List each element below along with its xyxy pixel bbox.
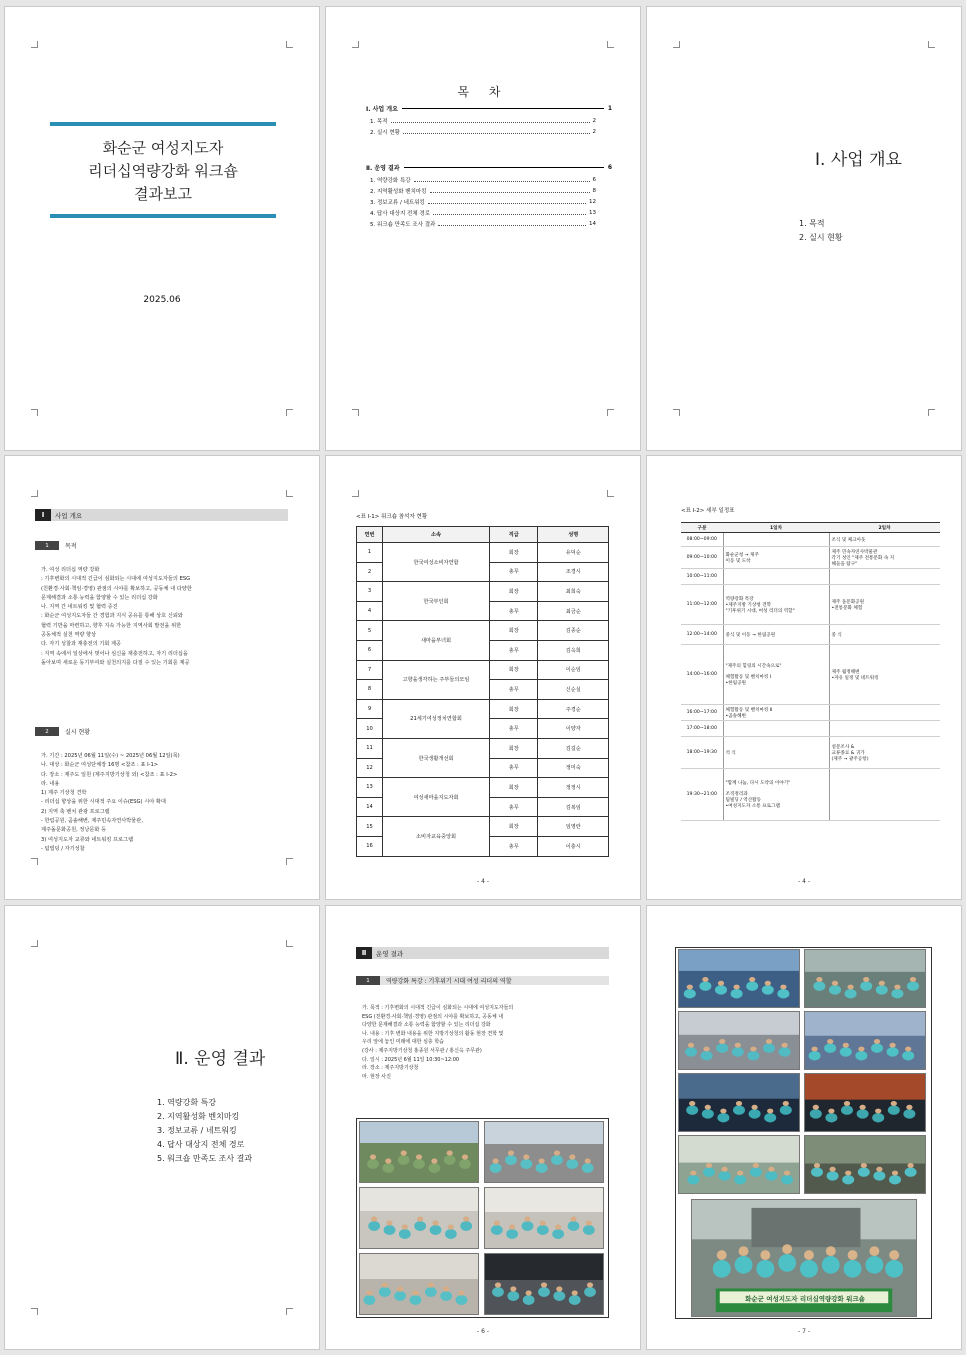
table-row	[357, 738, 609, 758]
cell-number: 12	[357, 758, 383, 778]
toc-leader	[433, 212, 586, 215]
photo	[359, 1253, 479, 1315]
results-text	[362, 1004, 608, 1081]
crop-mark	[286, 41, 293, 48]
cell-number: 5	[357, 621, 383, 641]
toc-leader	[403, 131, 590, 134]
cell-position: 총무	[490, 797, 538, 817]
cell-position: 회장	[490, 621, 538, 641]
section-item: 4. 답사 대상지 전체 경로	[157, 1140, 245, 1149]
banner-text: 화순군 여성지도자 리더십역량강화 워크숍	[745, 1295, 865, 1303]
cell-name: 신순실	[538, 680, 609, 700]
cell-name: 이충시	[538, 836, 609, 856]
subsection-title: 실시 현황	[65, 729, 91, 736]
body-line: 가. 목적 : 기후변화의 시대적 긴급이 심화되는 시대에 여성지도자들의	[362, 1005, 514, 1011]
cell-position: 회장	[490, 699, 538, 719]
page-results	[325, 905, 641, 1350]
cell-number: 14	[357, 797, 383, 817]
cell-number: 9	[357, 699, 383, 719]
body-line: 가. 여성 리더십 역량 강화	[41, 567, 100, 573]
cell-time: 09:00~10:00	[681, 547, 723, 569]
cell-day1	[723, 569, 829, 585]
toc-item[interactable]	[370, 198, 596, 206]
page-number: - 4 -	[477, 878, 489, 885]
table-header-row	[357, 527, 609, 543]
crop-mark	[607, 409, 614, 416]
page-toc	[325, 6, 641, 451]
cell-organization: 한국여성소비자연합	[383, 543, 490, 582]
toc-item-page: 6	[592, 177, 596, 183]
subsection-title: 역량강화 특강 : 기후위기 시대 여성 리더의 역할	[386, 978, 512, 985]
cell-position: 회장	[490, 660, 538, 680]
toc-item[interactable]	[370, 117, 596, 125]
table-row	[681, 585, 940, 625]
toc-item-page: 12	[589, 199, 596, 205]
cell-number: 6	[357, 640, 383, 660]
photo	[484, 1187, 604, 1249]
crop-mark	[31, 409, 38, 416]
toc-title: 목 차	[457, 85, 509, 99]
cell-name: 조경시	[538, 562, 609, 582]
crop-mark	[286, 490, 293, 497]
crop-mark	[31, 858, 38, 865]
cell-position: 회장	[490, 582, 538, 602]
cell-position: 총무	[490, 719, 538, 739]
cell-organization: 여성새마을지도자회	[383, 778, 490, 817]
subsection-number: 1	[35, 541, 59, 550]
toc-rule	[404, 167, 604, 168]
cell-name: 이양자	[538, 719, 609, 739]
cell-time: 14:00~16:00	[681, 645, 723, 705]
toc-item[interactable]	[370, 176, 596, 184]
toc-leader	[430, 190, 590, 193]
section-item: 1. 목적	[799, 219, 825, 228]
body-line: 나. 대상 : 화순군 여성단체장 16명 <참조 : 표 Ⅰ-1>	[41, 762, 159, 769]
section-item: 2. 지역활성화 벤치마킹	[157, 1112, 240, 1121]
body-line: : 화순군 여성지도자들 간 경험과 지식 공유를 통해 상호 신뢰와	[41, 613, 183, 620]
cell-day2	[829, 705, 940, 721]
body-line: 공동체적 실천 역량 향상	[41, 632, 97, 639]
toc-leader	[438, 223, 586, 226]
body-line: - 리더십 향상을 위한 시대적 주요 이슈(ESG) 시야 확대	[41, 799, 166, 806]
purpose-text	[41, 566, 287, 668]
chapter-header	[35, 509, 288, 521]
cell-time: 18:00~19:30	[681, 737, 723, 769]
toc-item-page: 14	[589, 221, 596, 227]
section-title: Ⅰ. 사업 개요	[815, 150, 902, 170]
cell-position: 회장	[490, 738, 538, 758]
toc-rule	[402, 108, 604, 109]
crop-mark	[928, 409, 935, 416]
table-row	[357, 543, 609, 563]
cell-position: 회장	[490, 817, 538, 837]
table-row	[681, 533, 940, 547]
body-line: 돌아보며 새로운 동기부여와 실천의지를 다질 수 있는 기회를 제공	[41, 659, 190, 666]
cell-name: 정미숙	[538, 758, 609, 778]
section-item: 3. 정보교류 / 네트워킹	[157, 1126, 237, 1135]
toc-leader	[428, 201, 586, 204]
cell-day1: 체험활동 및 벤치마킹 Ⅱ •곰솔해변	[723, 705, 829, 721]
photo	[678, 949, 800, 1008]
table-row	[681, 737, 940, 769]
cell-number: 1	[357, 543, 383, 563]
schedule-table-body	[681, 533, 940, 821]
page-section-2	[4, 905, 320, 1350]
body-line: ESG (친환경·사회·책임·경영) 관점의 시야를 확보하고, 공동체 내	[362, 1013, 504, 1020]
page-schedule-table	[646, 455, 962, 900]
cell-name: 정정시	[538, 778, 609, 798]
toc-item-label: 1. 목적	[370, 119, 388, 125]
subsection-number: 1	[356, 976, 380, 985]
column-header: 소속	[383, 527, 490, 543]
cell-day2: 조식 및 체크아웃	[829, 533, 940, 547]
photo	[678, 1135, 800, 1194]
body-line: : 기후변화의 시대적 긴급이 심화되는 시대에 여성지도자들의 ESG	[41, 576, 191, 583]
attendee-table	[356, 526, 609, 857]
table-row	[357, 621, 609, 641]
status-text	[41, 752, 287, 854]
cell-name: 최금순	[538, 601, 609, 621]
toc-item-label: 1. 역량강화 특강	[370, 178, 411, 184]
section-title: Ⅱ. 운영 결과	[175, 1049, 266, 1069]
page-attendee-table	[325, 455, 641, 900]
crop-mark	[352, 41, 359, 48]
body-line: 3) 여성지도자 교류와 네트워킹 프로그램	[41, 836, 134, 843]
cover-top-bar	[50, 122, 276, 126]
toc-item-label: 3. 정보교류 / 네트워킹	[370, 200, 425, 206]
table-row	[681, 547, 940, 569]
body-line: 다. 일시 : 2025년 6월 11일 10:30~12:00	[362, 1056, 460, 1063]
body-line: 나. 지역 간 네트워킹 및 협력 증진	[41, 604, 118, 611]
page-number: - 6 -	[477, 1328, 489, 1335]
cell-position: 회장	[490, 778, 538, 798]
toc-item-page: 2	[592, 118, 596, 124]
cell-day2: 제주 민속자연사박물관 각기 성인 "제주 전통문화 속 지 혜들을 탐구"	[829, 547, 940, 569]
table-caption: <표 Ⅰ-2> 세부 일정표	[681, 508, 735, 514]
subsection-header	[35, 727, 90, 736]
cell-day1: 화순군청 → 제주 이동 및 도착	[723, 547, 829, 569]
cell-number: 2	[357, 562, 383, 582]
cell-day2: 설문조사 & 교류종료 & 귀가 (제주 → 광주공항)	[829, 737, 940, 769]
crop-mark	[31, 940, 38, 947]
chapter-number: Ⅱ	[356, 947, 372, 959]
body-line: 협력 기반을 마련하고, 향후 지속 가능한 지역사회 발전을 위한	[41, 622, 182, 629]
body-line: 2) 지역 축 벤치 관광 프로그램	[41, 808, 110, 815]
cell-name: 김길순	[538, 738, 609, 758]
body-line: 1) 제주 기상청 견학	[41, 790, 87, 797]
cell-name: 김복임	[538, 797, 609, 817]
table-row	[681, 721, 940, 737]
photo	[804, 949, 926, 1008]
photo	[678, 1073, 800, 1132]
cell-position: 회장	[490, 543, 538, 563]
table-row	[357, 660, 609, 680]
photo	[359, 1121, 479, 1183]
table-header-row	[681, 523, 940, 533]
subsection-number: 2	[35, 727, 59, 736]
cover-title-line: 화순군 여성지도자	[102, 139, 224, 157]
cell-time: 12:00~14:00	[681, 625, 723, 645]
cell-number: 15	[357, 817, 383, 837]
cell-organization: 한국생활개선회	[383, 738, 490, 777]
cell-name: 김종순	[538, 621, 609, 641]
toc-item-label: 5. 워크숍 만족도 조사 결과	[370, 222, 436, 228]
toc-item-page: 8	[592, 188, 596, 194]
toc-section[interactable]	[366, 163, 612, 172]
cell-day2: 제주 돌문화공원 •전통문화 체험	[829, 585, 940, 625]
cover-date: 2025.06	[143, 295, 181, 305]
group-photo	[691, 1199, 917, 1317]
body-line: 마. 현장 사진	[362, 1073, 391, 1080]
schedule-table	[681, 522, 940, 821]
table-caption: <표 Ⅰ-1> 워크숍 참석자 현황	[356, 514, 428, 520]
cell-day1: "함께 나눔, 다시 도약의 이야기" 조직정리과 팀빌딩 / 역산활동 •여성지도자 소통 프로그램	[723, 769, 829, 821]
photo	[804, 1135, 926, 1194]
toc-item-page: 13	[589, 210, 596, 216]
column-header: 직급	[490, 527, 538, 543]
section-item-list	[157, 1096, 252, 1166]
cell-name: 주경순	[538, 699, 609, 719]
crop-mark	[31, 1308, 38, 1315]
cell-day1: 중식 및 이동 → 한림공원	[723, 625, 829, 645]
body-line: - 한림공원, 곰솔해변, 제주민속자연사박물관,	[41, 818, 143, 825]
chapter-title: 운영 결과	[376, 949, 404, 958]
crop-mark	[31, 490, 38, 497]
cover-title-line: 결과보고	[134, 185, 192, 203]
crop-mark	[928, 41, 935, 48]
cell-position: 총무	[490, 562, 538, 582]
cell-day1: 석 식	[723, 737, 829, 769]
page-gallery	[646, 905, 962, 1350]
toc-item[interactable]	[370, 220, 596, 228]
body-line: 문제해결과 소통 능력을 함양할 수 있는 리더십 강화	[41, 594, 158, 601]
cell-number: 8	[357, 680, 383, 700]
toc-section-page: 1	[607, 105, 612, 112]
cell-number: 7	[357, 660, 383, 680]
toc-item-label: 2. 실시 현황	[370, 130, 400, 136]
table-row	[681, 625, 940, 645]
body-line: 다. 자기 성찰과 재충전의 기회 제공	[41, 641, 122, 648]
chapter-number: Ⅰ	[35, 509, 51, 521]
toc-item[interactable]	[370, 187, 596, 195]
toc-item[interactable]	[370, 209, 596, 217]
body-line: - 팀빌딩 / 자기성찰	[41, 845, 85, 852]
cell-time: 10:00~11:00	[681, 569, 723, 585]
page-number: - 7 -	[798, 1328, 810, 1335]
cell-number: 3	[357, 582, 383, 602]
crop-mark	[352, 409, 359, 416]
toc-section[interactable]	[366, 104, 612, 113]
page-section-1	[646, 6, 962, 451]
toc-item-label: 4. 답사 대상지 전체 경로	[370, 211, 431, 217]
cell-number: 4	[357, 601, 383, 621]
section-item: 2. 실시 현황	[799, 233, 843, 242]
photo	[484, 1121, 604, 1183]
cell-position: 총무	[490, 758, 538, 778]
cell-organization: 21세기여성정치연합회	[383, 699, 490, 738]
cell-time: 16:00~17:00	[681, 705, 723, 721]
cell-number: 13	[357, 778, 383, 798]
photo	[804, 1011, 926, 1070]
body-line: 우리 앞에 놓인 미래에 대한 심층 학습	[362, 1039, 444, 1046]
crop-mark	[607, 41, 614, 48]
crop-mark	[286, 940, 293, 947]
column-header: 연번	[357, 527, 383, 543]
cell-name: 김옥희	[538, 640, 609, 660]
cell-organization: 소비자교육중앙회	[383, 817, 490, 856]
cell-position: 총무	[490, 601, 538, 621]
table-row	[357, 582, 609, 602]
column-header: 구분	[681, 523, 723, 533]
subsection-header	[356, 976, 609, 985]
cell-number: 10	[357, 719, 383, 739]
photo	[359, 1187, 479, 1249]
cell-day2	[829, 569, 940, 585]
crop-mark	[673, 41, 680, 48]
cell-organization: 고향을생각하는 주부들의모임	[383, 660, 490, 699]
cell-day2	[829, 769, 940, 821]
cell-day2: 제주 월정해변 •자유 일정 및 네트워킹	[829, 645, 940, 705]
cell-time: 19:30~21:00	[681, 769, 723, 821]
table-row	[681, 705, 940, 721]
cover-title	[50, 137, 276, 206]
table-row	[357, 817, 609, 837]
cell-organization: 새마을부녀회	[383, 621, 490, 660]
section-item: 5. 워크숍 만족도 조사 결과	[157, 1154, 253, 1163]
table-row	[357, 699, 609, 719]
column-header: 2일차	[829, 523, 940, 533]
toc-section-label: Ⅰ. 사업 개요	[366, 106, 398, 113]
toc-item-page: 2	[592, 129, 596, 135]
body-line: : 지역 속에서 일상에서 벗어나 심신을 재충전하고, 자기 리더십을	[41, 650, 188, 657]
cell-time: 17:00~18:00	[681, 721, 723, 737]
cell-day1: "제주의 힐링의 시간속으로" 체험활동 및 벤치마킹 Ⅰ •한림공원	[723, 645, 829, 705]
column-header: 성명	[538, 527, 609, 543]
cell-number: 16	[357, 836, 383, 856]
toc-section-label: Ⅱ. 운영 결과	[366, 165, 400, 172]
page-cover	[4, 6, 320, 451]
crop-mark	[286, 858, 293, 865]
cell-name: 임영란	[538, 817, 609, 837]
photo	[678, 1011, 800, 1070]
photo	[804, 1073, 926, 1132]
cell-number: 11	[357, 738, 383, 758]
cell-position: 총무	[490, 680, 538, 700]
body-line: 나. 내용 : 기후 변화 내용을 위한 지방기상청의 활동 현장 견학 및	[362, 1030, 504, 1037]
cell-position: 총무	[490, 640, 538, 660]
cover-title-line: 리더십역량강화 워크숍	[88, 162, 238, 180]
crop-mark	[286, 1308, 293, 1315]
toc-leader	[391, 120, 590, 123]
section-item-list	[799, 217, 843, 245]
toc-leader	[414, 179, 590, 182]
page-number: - 4 -	[798, 878, 810, 885]
toc-section-page: 6	[607, 164, 612, 171]
cell-name: 최희숙	[538, 582, 609, 602]
page-overview	[4, 455, 320, 900]
cell-time: 08:00~09:00	[681, 533, 723, 547]
body-line: 가. 기간 : 2025년 06월 11일(수) ~ 2025년 06월 12일(목)	[41, 753, 180, 759]
cell-day1	[723, 533, 829, 547]
body-line: 제주돌문화공원, 정낭문화 등	[41, 827, 107, 834]
subsection-title: 목적	[65, 543, 77, 550]
cell-name: 유덕순	[538, 543, 609, 563]
crop-mark	[31, 41, 38, 48]
body-line: 라. 장소 : 제주지방기상청	[362, 1065, 419, 1072]
toc-item-label: 2. 지역활성화 벤치마킹	[370, 189, 427, 195]
body-line: 라. 내용	[41, 780, 60, 787]
chapter-title: 사업 개요	[55, 511, 83, 520]
cell-day2: 중 식	[829, 625, 940, 645]
cell-day2	[829, 721, 940, 737]
cell-position: 총무	[490, 836, 538, 856]
section-item: 1. 역량강화 특강	[157, 1098, 217, 1107]
table-row	[681, 569, 940, 585]
crop-mark	[286, 409, 293, 416]
crop-mark	[673, 409, 680, 416]
subsection-header	[35, 541, 77, 550]
toc-item[interactable]	[370, 128, 596, 136]
body-line: 다. 장소 : 제주도 일원 (제주지방기상청 외) <참조 : 표 Ⅰ-2>	[41, 771, 178, 778]
table-row	[357, 778, 609, 798]
cell-day1	[723, 721, 829, 737]
body-line: (강사 : 제주지방기상청 홍종원 서무관 / 홍신옥 주무관)	[362, 1047, 482, 1054]
table-row	[681, 645, 940, 705]
chapter-header	[356, 947, 609, 959]
crop-mark	[352, 490, 359, 497]
attendee-table-body	[357, 543, 609, 857]
body-line: (친환경·사회·책임·경영) 관점의 시야를 확보하고, 공동체 내 다양한	[41, 585, 192, 592]
cell-name: 이순임	[538, 660, 609, 680]
crop-mark	[607, 490, 614, 497]
cell-time: 11:00~12:00	[681, 585, 723, 625]
body-line: 다양한 문제해결과 소통 능력을 함양할 수 있는 리더십 강화	[362, 1022, 491, 1029]
cell-organization: 한국부인회	[383, 582, 490, 621]
cover-bottom-bar	[50, 214, 276, 218]
photo	[484, 1253, 604, 1315]
table-row	[681, 769, 940, 821]
column-header: 1일차	[723, 523, 829, 533]
cell-day1: 역량강화 특강 •제주지방 기상청 견학 "기후위기 시대, 여성 리더의 역할"	[723, 585, 829, 625]
